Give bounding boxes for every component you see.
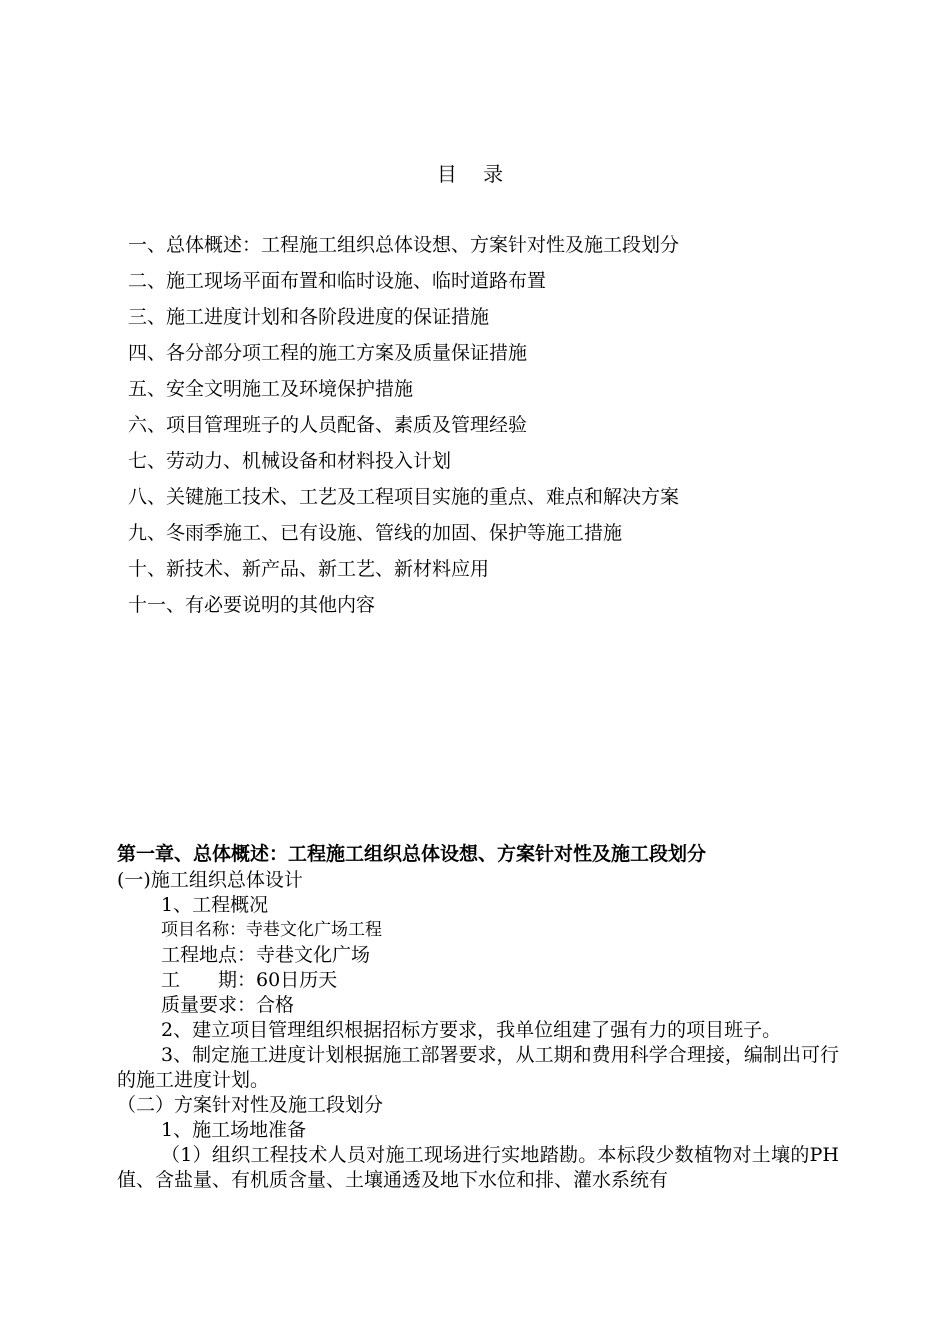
toc-item: 八、关键施工技术、工艺及工程项目实施的重点、难点和解决方案 [128,486,680,508]
subsection-heading: 1、施工场地准备 [161,1119,307,1141]
chapter-title: 第一章、总体概述：工程施工组织总体设想、方案针对性及施工段划分 [117,843,707,865]
toc-item: 七、劳动力、机械设备和材料投入计划 [128,450,452,472]
section-heading: （二）方案针对性及施工段划分 [117,1094,384,1116]
section-heading: (一)施工组织总体设计 [117,869,303,891]
chapter-body [117,840,839,1193]
toc-title: 目 录 [436,162,514,186]
paragraph: （1）组织工程技术人员对施工现场进行实地踏勘。本标段少数植物对土壤的PH值、含盐量、有机质含量、土壤通透及地下水位和排、灌水系统有 [117,1144,839,1191]
toc-item: 十、新技术、新产品、新工艺、新材料应用 [128,558,490,580]
toc-item: 一、总体概述：工程施工组织总体设想、方案针对性及施工段划分 [128,234,680,256]
toc-item: 十一、有必要说明的其他内容 [128,594,376,616]
paragraph: 3、制定施工进度计划根据施工部署要求，从工期和费用科学合理接，编制出可行的施工进度计划。 [117,1044,839,1091]
project-duration [117,968,839,993]
toc-item: 四、各分部分项工程的施工方案及质量保证措施 [128,342,528,364]
quality-requirement: 质量要求：合格 [161,994,295,1016]
toc-item: 五、安全文明施工及环境保护措施 [128,378,414,400]
toc-item: 六、项目管理班子的人员配备、素质及管理经验 [128,414,528,436]
project-name: 项目名称：寺巷文化广场工程 [161,920,382,940]
toc-list [128,230,679,626]
duration-label: 工 期： [161,969,257,991]
toc-item: 三、施工进度计划和各阶段进度的保证措施 [128,306,490,328]
project-location: 工程地点：寺巷文化广场 [161,944,371,966]
duration-value: 60日历天 [256,969,338,991]
toc-item: 九、冬雨季施工、已有设施、管线的加固、保护等施工措施 [128,522,623,544]
toc-item: 二、施工现场平面布置和临时设施、临时道路布置 [128,270,547,292]
paragraph: 2、建立项目管理组织根据招标方要求，我单位组建了强有力的项目班子。 [161,1019,782,1041]
subsection-heading: 1、工程概况 [161,894,269,916]
